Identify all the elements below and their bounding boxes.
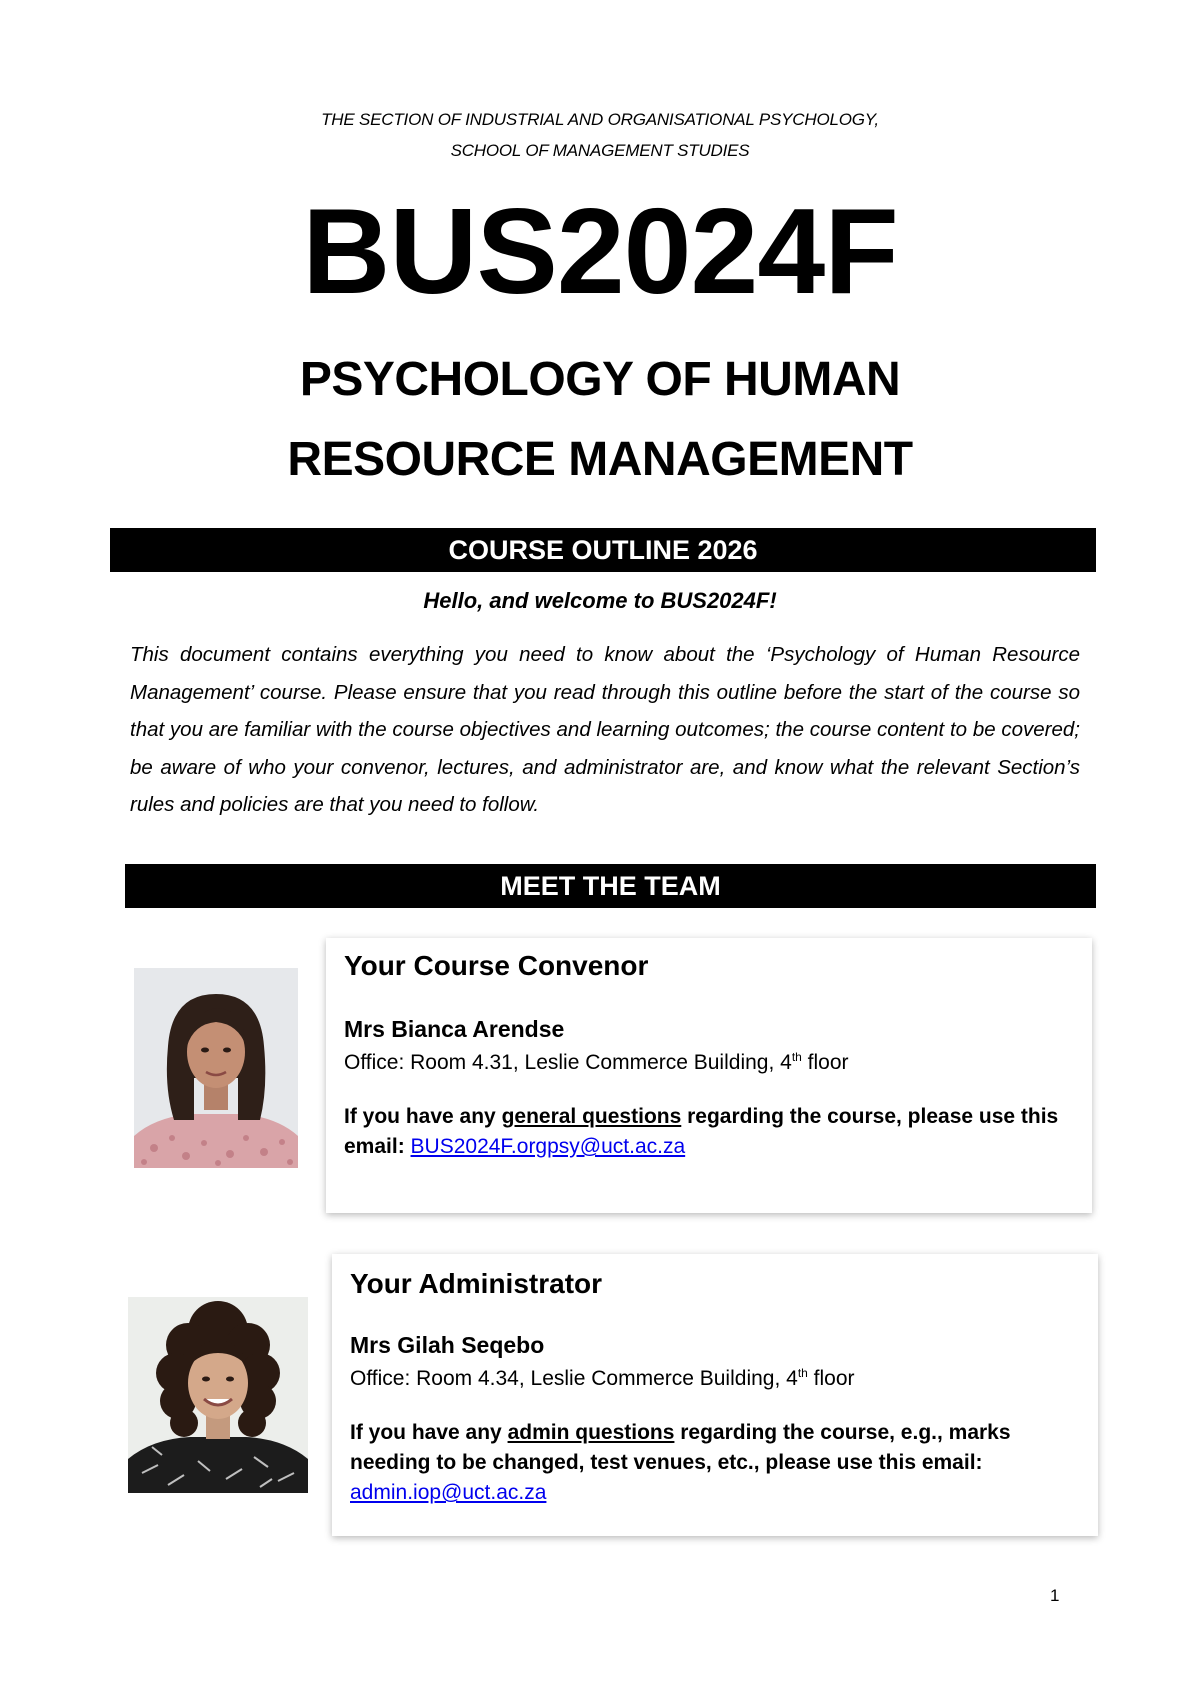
administrator-contact-note [350,1418,1080,1508]
convenor-office-prefix: Office: Room 4.31, Leslie Commerce Building, 4 [344,1051,792,1074]
convenor-heading: Your Course Convenor [344,950,649,981]
section-name-line: THE SECTION OF INDUSTRIAL AND ORGANISATIONAL PSYCHOLOGY, [321,110,879,129]
convenor-office-suffix: floor [801,1051,849,1074]
convenor-note-underlined: general questions [501,1105,682,1128]
convenor-office [344,1050,849,1075]
convenor-name: Mrs Bianca Arendse [344,1016,565,1042]
administrator-note-after: regarding the course, e.g., marks needing to be changed, test venues, etc., please use this email: [350,1421,1011,1474]
convenor-photo [134,968,298,1168]
administrator-photo [128,1297,308,1493]
administrator-office-sup: th [797,1366,808,1380]
administrator-office-prefix: Office: Room 4.34, Leslie Commerce Building, 4 [350,1367,798,1390]
administrator-portrait-image [128,1297,308,1493]
administrator-email-link[interactable]: admin.iop@uct.ac.za [350,1481,547,1504]
course-title-line1: PSYCHOLOGY OF HUMAN [299,353,901,406]
convenor-note-before: If you have any [344,1105,502,1128]
intro-paragraph: This document contains everything you need to know about the ‘Psychology of Human Resource Management’ course. Please ensure that you read through this outline before the start of the course so that you are familiar with the course objectives and learning outcomes; the course content to be covered; be aware of who your convenor, lectures, and administrator are, and know what the relevant Section’s rules and policies are that you need to follow. [130,643,1080,816]
administrator-card [332,1254,1098,1536]
administrator-note-before: If you have any [350,1421,508,1444]
administrator-note-underlined: admin questions [507,1421,675,1444]
administrator-office-suffix: floor [807,1367,855,1390]
course-title-line2: RESOURCE MANAGEMENT [287,433,913,486]
course-code: BUS2024F [302,183,898,319]
administrator-heading: Your Administrator [350,1268,603,1299]
convenor-contact-note [344,1102,1074,1162]
course-outline-banner: COURSE OUTLINE 2026 [110,528,1096,572]
page-number: 1 [1050,1586,1060,1605]
convenor-email-link[interactable]: BUS2024F.orgpsy@uct.ac.za [410,1135,686,1158]
convenor-office-sup: th [791,1050,802,1064]
welcome-heading: Hello, and welcome to BUS2024F! [423,588,777,613]
administrator-name: Mrs Gilah Seqebo [350,1332,545,1358]
administrator-office [350,1366,855,1391]
convenor-card [326,938,1092,1213]
meet-the-team-banner: MEET THE TEAM [125,864,1096,908]
school-name-line: SCHOOL OF MANAGEMENT STUDIES [450,141,750,160]
convenor-portrait-image [134,968,298,1168]
convenor-note-after: regarding the course, please use this email: [344,1105,1059,1158]
